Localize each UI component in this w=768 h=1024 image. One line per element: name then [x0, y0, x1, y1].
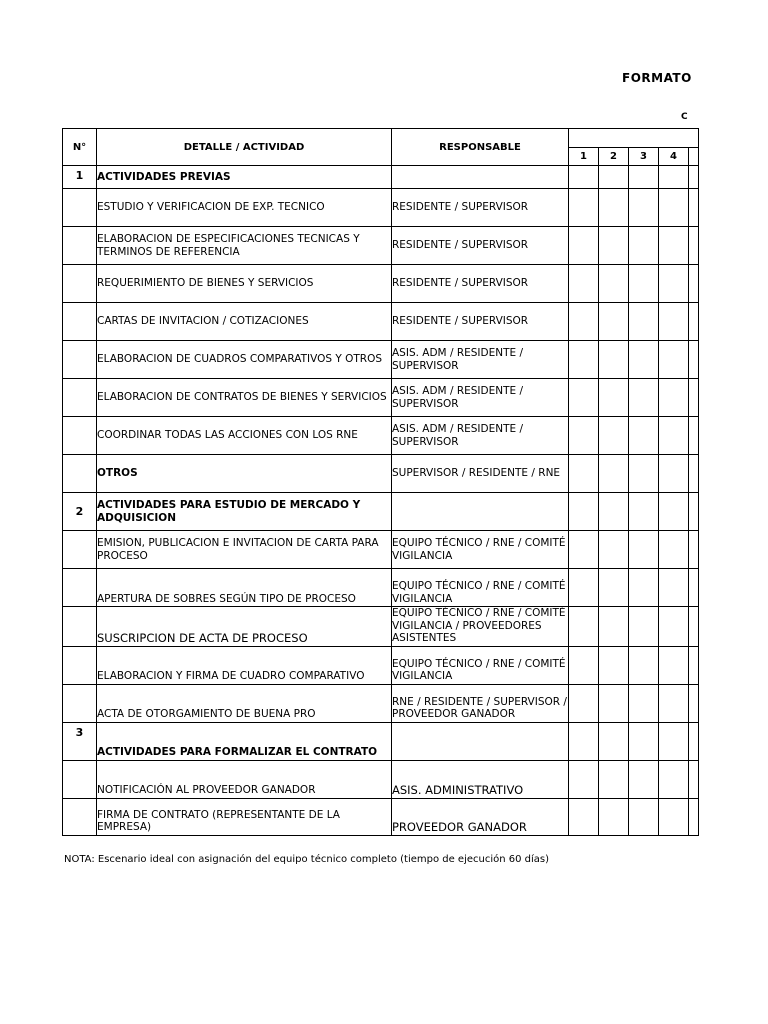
schedule-cell [659, 166, 689, 189]
schedule-cell [629, 722, 659, 760]
schedule-cell [689, 341, 699, 379]
schedule-cell [569, 166, 599, 189]
row-detalle: ELABORACION Y FIRMA DE CUADRO COMPARATIVO [97, 646, 392, 684]
schedule-cell [689, 760, 699, 798]
row-detalle: SUSCRIPCION DE ACTA DE PROCESO [97, 607, 392, 647]
row-number [63, 379, 97, 417]
schedule-cell [689, 531, 699, 569]
schedule-cell [689, 417, 699, 455]
row-detalle: REQUERIMIENTO DE BIENES Y SERVICIOS [97, 265, 392, 303]
table-row [63, 379, 699, 417]
schedule-cell [599, 265, 629, 303]
row-number [63, 798, 97, 835]
column-header-no: N° [63, 129, 97, 166]
schedule-cell [659, 303, 689, 341]
row-responsable [392, 493, 569, 531]
schedule-cell [659, 607, 689, 647]
schedule-cell [599, 341, 629, 379]
table-row-section [63, 493, 699, 531]
schedule-cell [569, 379, 599, 417]
row-number [63, 531, 97, 569]
schedule-cell [629, 341, 659, 379]
document-subtitle: C [681, 112, 688, 122]
row-responsable: ASIS. ADM / RESIDENTE / SUPERVISOR [392, 379, 569, 417]
schedule-cell [659, 760, 689, 798]
row-number [63, 607, 97, 647]
period-header-4: 4 [659, 148, 689, 166]
row-number [63, 189, 97, 227]
period-header-2: 2 [599, 148, 629, 166]
row-responsable: RESIDENTE / SUPERVISOR [392, 265, 569, 303]
row-responsable [392, 166, 569, 189]
schedule-cell [629, 531, 659, 569]
schedule-cell [689, 646, 699, 684]
row-responsable: PROVEEDOR GANADOR [392, 798, 569, 835]
schedule-cell [659, 189, 689, 227]
schedule-cell [689, 455, 699, 493]
schedule-cell [629, 455, 659, 493]
schedule-cell [569, 760, 599, 798]
activities-table [62, 128, 699, 836]
period-header-3: 3 [629, 148, 659, 166]
row-number [63, 227, 97, 265]
schedule-cell [659, 265, 689, 303]
row-detalle: ACTIVIDADES PARA FORMALIZAR EL CONTRATO [97, 722, 392, 760]
row-responsable: EQUIPO TÉCNICO / RNE / COMITÉ VIGILANCIA [392, 569, 569, 607]
schedule-cell [659, 227, 689, 265]
schedule-cell [659, 341, 689, 379]
table-row [63, 455, 699, 493]
table-row [63, 341, 699, 379]
schedule-cell [599, 227, 629, 265]
schedule-cell [659, 798, 689, 835]
row-detalle: ELABORACION DE ESPECIFICACIONES TECNICAS Y TERMINOS DE REFERENCIA [97, 227, 392, 265]
table-row [63, 265, 699, 303]
row-responsable: RESIDENTE / SUPERVISOR [392, 303, 569, 341]
row-detalle: APERTURA DE SOBRES SEGÚN TIPO DE PROCESO [97, 569, 392, 607]
row-detalle: ACTIVIDADES PARA ESTUDIO DE MERCADO Y ADQUISICION [97, 493, 392, 531]
schedule-cell [629, 303, 659, 341]
row-detalle: ELABORACION DE CONTRATOS DE BIENES Y SERVICIOS [97, 379, 392, 417]
footnote: NOTA: Escenario ideal con asignación del equipo técnico completo (tiempo de ejecución 60 días) [64, 854, 550, 865]
schedule-cell [659, 569, 689, 607]
schedule-cell [689, 722, 699, 760]
row-number [63, 265, 97, 303]
row-detalle: COORDINAR TODAS LAS ACCIONES CON LOS RNE [97, 417, 392, 455]
schedule-cell [689, 569, 699, 607]
schedule-cell [569, 607, 599, 647]
schedule-cell [569, 455, 599, 493]
column-header-detalle: DETALLE / ACTIVIDAD [97, 129, 392, 166]
table-row [63, 798, 699, 835]
schedule-cell [599, 646, 629, 684]
row-number [63, 760, 97, 798]
schedule-cell [689, 265, 699, 303]
schedule-cell [599, 760, 629, 798]
schedule-cell [599, 303, 629, 341]
period-header-more [689, 148, 699, 166]
schedule-cell [659, 722, 689, 760]
schedule-cell [599, 569, 629, 607]
row-detalle: FIRMA DE CONTRATO (REPRESENTANTE DE LA EMPRESA) [97, 798, 392, 835]
row-number [63, 303, 97, 341]
schedule-cell [629, 166, 659, 189]
row-number [63, 417, 97, 455]
row-number [63, 569, 97, 607]
schedule-cell [629, 798, 659, 835]
schedule-cell [629, 569, 659, 607]
table-row-section [63, 722, 699, 760]
schedule-cell [629, 684, 659, 722]
schedule-cell [599, 607, 629, 647]
table-row [63, 189, 699, 227]
schedule-cell [599, 493, 629, 531]
schedule-cell [569, 569, 599, 607]
row-responsable: RNE / RESIDENTE / SUPERVISOR / PROVEEDOR GANADOR [392, 684, 569, 722]
table-header-row [63, 129, 699, 148]
row-number [63, 646, 97, 684]
row-number: 1 [63, 166, 97, 189]
row-detalle: ACTIVIDADES PREVIAS [97, 166, 392, 189]
schedule-cell [659, 493, 689, 531]
schedule-cell [569, 646, 599, 684]
row-responsable: EQUIPO TÉCNICO / RNE / COMITÉ VIGILANCIA [392, 531, 569, 569]
schedule-cell [599, 379, 629, 417]
schedule-cell [599, 455, 629, 493]
row-responsable: RESIDENTE / SUPERVISOR [392, 189, 569, 227]
table-row [63, 227, 699, 265]
schedule-cell [689, 189, 699, 227]
schedule-cell [689, 607, 699, 647]
table-row [63, 303, 699, 341]
schedule-cell [659, 455, 689, 493]
row-responsable: EQUIPO TÉCNICO / RNE / COMITÉ VIGILANCIA [392, 646, 569, 684]
document-title: FORMATO [622, 71, 692, 85]
schedule-cell [659, 684, 689, 722]
schedule-cell [569, 265, 599, 303]
period-header-1: 1 [569, 148, 599, 166]
row-number: 3 [63, 722, 97, 760]
schedule-cell [689, 493, 699, 531]
row-responsable: ASIS. ADM / RESIDENTE / SUPERVISOR [392, 341, 569, 379]
row-number [63, 455, 97, 493]
row-detalle: NOTIFICACIÓN AL PROVEEDOR GANADOR [97, 760, 392, 798]
schedule-cell [569, 341, 599, 379]
schedule-cell [629, 646, 659, 684]
schedule-cell [599, 166, 629, 189]
row-number [63, 341, 97, 379]
schedule-cell [689, 798, 699, 835]
schedule-cell [599, 684, 629, 722]
table-row-section [63, 166, 699, 189]
schedule-cell [689, 303, 699, 341]
schedule-cell [659, 417, 689, 455]
row-detalle: ELABORACION DE CUADROS COMPARATIVOS Y OTROS [97, 341, 392, 379]
schedule-cell [659, 646, 689, 684]
schedule-cell [569, 227, 599, 265]
schedule-cell [569, 417, 599, 455]
column-header-responsable: RESPONSABLE [392, 129, 569, 166]
table-row [63, 760, 699, 798]
schedule-cell [599, 417, 629, 455]
row-detalle: ESTUDIO Y VERIFICACION DE EXP. TECNICO [97, 189, 392, 227]
schedule-cell [599, 722, 629, 760]
schedule-cell [569, 798, 599, 835]
schedule-cell [599, 531, 629, 569]
table-row [63, 646, 699, 684]
row-detalle: OTROS [97, 455, 392, 493]
schedule-cell [659, 531, 689, 569]
schedule-cell [569, 493, 599, 531]
row-responsable: RESIDENTE / SUPERVISOR [392, 227, 569, 265]
row-responsable: SUPERVISOR / RESIDENTE / RNE [392, 455, 569, 493]
schedule-cell [569, 303, 599, 341]
schedule-cell [629, 227, 659, 265]
schedule-cell [629, 379, 659, 417]
schedule-cell [629, 265, 659, 303]
schedule-cell [629, 417, 659, 455]
schedule-cell [569, 684, 599, 722]
row-responsable [392, 722, 569, 760]
schedule-cell [569, 531, 599, 569]
table-row [63, 569, 699, 607]
row-responsable: ASIS. ADM / RESIDENTE / SUPERVISOR [392, 417, 569, 455]
row-detalle: EMISION, PUBLICACION E INVITACION DE CARTA PARA PROCESO [97, 531, 392, 569]
table-row [63, 531, 699, 569]
schedule-cell [689, 166, 699, 189]
row-detalle: CARTAS DE INVITACION / COTIZACIONES [97, 303, 392, 341]
schedule-cell [569, 722, 599, 760]
table-row [63, 417, 699, 455]
row-number [63, 684, 97, 722]
schedule-cell [689, 227, 699, 265]
column-header-schedule [569, 129, 699, 148]
schedule-cell [599, 189, 629, 227]
schedule-cell [599, 798, 629, 835]
schedule-cell [629, 493, 659, 531]
schedule-cell [629, 189, 659, 227]
schedule-cell [689, 684, 699, 722]
schedule-cell [629, 607, 659, 647]
row-number: 2 [63, 493, 97, 531]
schedule-cell [569, 189, 599, 227]
table-row [63, 684, 699, 722]
row-responsable: ASIS. ADMINISTRATIVO [392, 760, 569, 798]
schedule-cell [659, 379, 689, 417]
schedule-cell [689, 379, 699, 417]
row-responsable: EQUIPO TÉCNICO / RNE / COMITÉ VIGILANCIA / PROVEEDORES ASISTENTES [392, 607, 569, 647]
table-row [63, 607, 699, 647]
schedule-cell [629, 760, 659, 798]
row-detalle: ACTA DE OTORGAMIENTO DE BUENA PRO [97, 684, 392, 722]
